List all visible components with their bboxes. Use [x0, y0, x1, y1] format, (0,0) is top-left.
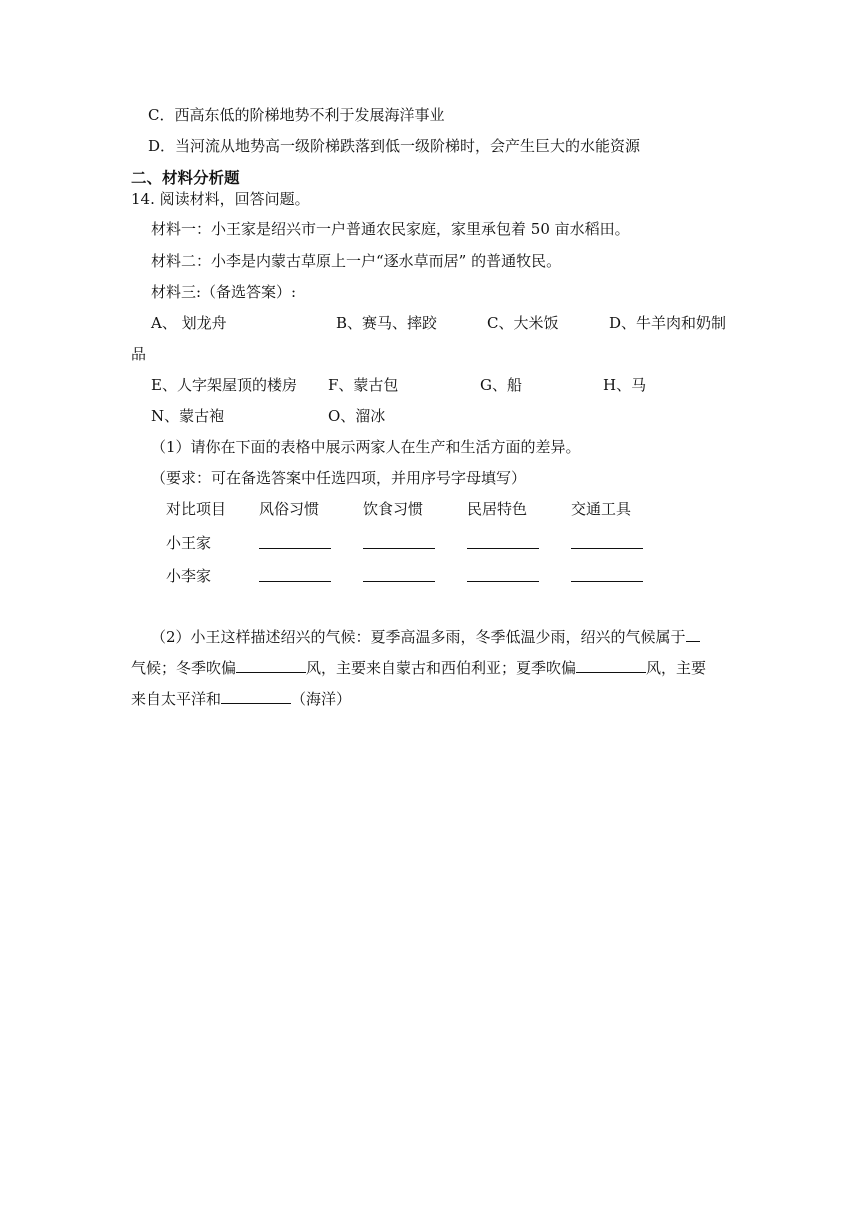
sub-question-1-requirement: （要求：可在备选答案中任选四项，并用序号字母填写） — [151, 469, 527, 487]
table-header-diet: 饮食习惯 — [363, 500, 424, 518]
answer-blank-li-transport[interactable] — [571, 581, 643, 582]
choice-d-continued: 品 — [131, 345, 147, 363]
table-row-label-li: 小李家 — [166, 567, 212, 585]
answer-blank-wang-housing[interactable] — [467, 548, 539, 549]
table-header-item: 对比项目 — [166, 500, 227, 518]
answer-blank-wang-customs[interactable] — [259, 548, 331, 549]
question-14-prompt — [131, 189, 310, 209]
sub2-text-a: （2）小王这样描述绍兴的气候：夏季高温多雨，冬季低温少雨，绍兴的气候属于 — [151, 628, 686, 646]
option-d: D．当河流从地势高一级阶梯跌落到低一级阶梯时，会产生巨大的水能资源 — [148, 137, 641, 155]
sub-question-2-line2 — [131, 657, 706, 678]
sub2-text-c: 风，主要来自蒙古和西伯利亚；夏季吹偏 — [306, 659, 577, 677]
table-row-label-wang: 小王家 — [166, 534, 212, 552]
table-header-transport: 交通工具 — [571, 500, 632, 518]
answer-blank-climate[interactable] — [686, 626, 700, 642]
material-2: 材料二：小李是内蒙古草原上一户“逐水草而居” 的普通牧民。 — [151, 252, 562, 270]
table-header-housing: 民居特色 — [467, 500, 528, 518]
sub-question-2-line1 — [151, 626, 700, 647]
choice-d: D、牛羊肉和奶制 — [609, 314, 727, 332]
answer-blank-wang-transport[interactable] — [571, 548, 643, 549]
choice-c: C、大米饭 — [487, 314, 559, 332]
answer-blank-ocean[interactable] — [221, 688, 291, 704]
choice-a: A、 划龙舟 — [151, 314, 227, 332]
answer-blank-li-diet[interactable] — [363, 581, 435, 582]
section-title: 二、材料分析题 — [131, 169, 240, 187]
answer-blank-wang-diet[interactable] — [363, 548, 435, 549]
answer-blank-li-customs[interactable] — [259, 581, 331, 582]
table-header-customs: 风俗习惯 — [259, 500, 320, 518]
sub2-text-e: 来自太平洋和 — [131, 690, 222, 708]
choice-n: N、蒙古袍 — [151, 407, 225, 425]
material-3: 材料三:（备选答案）: — [151, 283, 297, 301]
material-1: 材料一：小王家是绍兴市一户普通农民家庭，家里承包着 50 亩水稻田。 — [151, 220, 630, 238]
answer-blank-winter-wind[interactable] — [236, 657, 306, 673]
choice-e: E、人字架屋顶的楼房 — [151, 376, 297, 394]
sub-question-1: （1）请你在下面的表格中展示两家人在生产和生活方面的差异。 — [151, 438, 581, 456]
sub-question-2-line3 — [131, 688, 351, 709]
choice-h: H、马 — [603, 376, 647, 394]
choice-f: F、蒙古包 — [328, 376, 399, 394]
choice-b: B、赛马、摔跤 — [336, 314, 438, 332]
answer-blank-li-housing[interactable] — [467, 581, 539, 582]
choice-g: G、船 — [480, 376, 522, 394]
question-number: 14. — [131, 190, 155, 208]
sub2-text-b: 气候；冬季吹偏 — [131, 659, 237, 677]
answer-blank-summer-wind[interactable] — [576, 657, 646, 673]
option-c: C．西高东低的阶梯地势不利于发展海洋事业 — [148, 106, 445, 124]
sub2-text-d: 风，主要 — [646, 659, 707, 677]
question-prompt: 阅读材料，回答问题。 — [159, 190, 310, 208]
sub2-text-f: （海洋） — [291, 690, 352, 708]
choice-o: O、溜冰 — [328, 407, 386, 425]
